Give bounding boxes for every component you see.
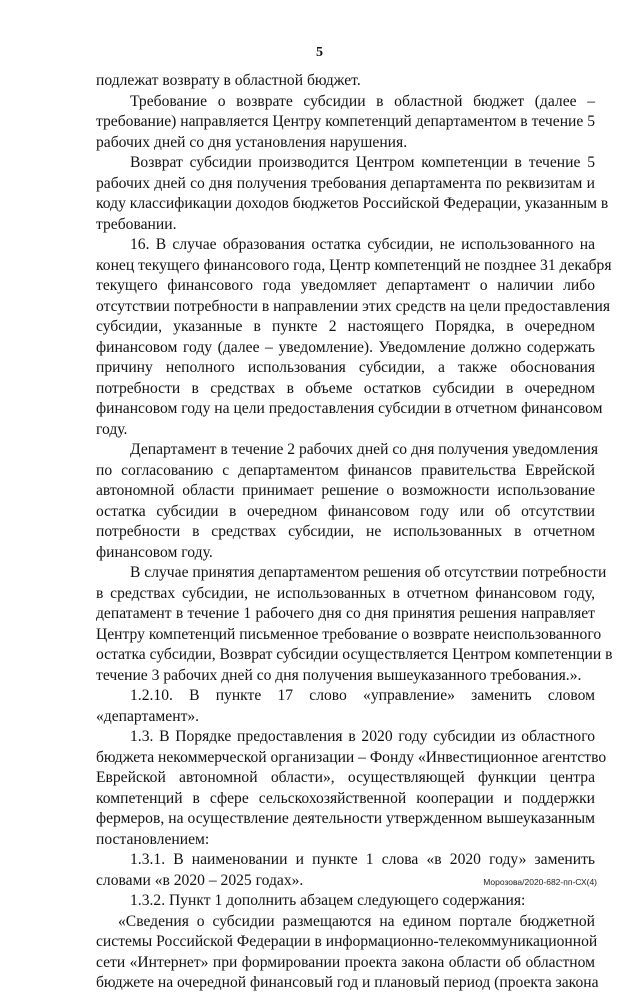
text-line: в средствах субсидии, не использованных в отчетном финансовом году, <box>96 584 595 602</box>
text-line: 1.3.2. Пункт 1 дополнить абзацем следующего содержания: <box>130 892 526 909</box>
text-line: 1.3.1. В наименовании и пункте 1 слова «в 2020 году» заменить <box>130 851 595 868</box>
text-line: компетенций в сфере сельскохозяйственной кооперации и поддержки <box>96 789 595 807</box>
text-line: течение 3 рабочих дней со дня получения вышеуказанного требования.». <box>96 666 582 684</box>
text-line: рабочих дней со дня установления нарушения. <box>96 133 408 151</box>
document-text <box>96 71 613 994</box>
text-line: Департамент в течение 2 рабочих дней со дня получения уведомления <box>130 441 598 458</box>
text-line: В случае принятия департаментом решения об отсутствии потребности <box>130 564 607 581</box>
text-line: 16. В случае образования остатка субсидии, не использованного на <box>130 236 595 253</box>
text-line: остатка субсидии, Возврат субсидии осуществляется Центром компетенции в <box>96 646 613 663</box>
text-line: коду классификации доходов бюджетов Российской Федерации, указанным в <box>96 195 609 212</box>
text-line: Возврат субсидии производится Центром компетенции в течение 5 <box>130 154 595 171</box>
text-line: конец текущего финансового года, Центр компетенций не позднее 31 декабря <box>96 256 612 274</box>
page-number: 5 <box>316 45 323 60</box>
text-line: по согласованию с департаментом финансов правительства Еврейской <box>96 461 595 479</box>
text-line: депатамент в течение 1 рабочего дня со дня принятия решения направляет <box>96 605 595 622</box>
text-line: Еврейской автономной области», осуществляющей функции центра <box>96 769 595 786</box>
text-line: бюджете на очередной финансовый год и плановый период (проекта закона <box>96 974 599 991</box>
text-line: требование) направляется Центру компетенций департаментом в течение 5 <box>96 113 595 130</box>
text-line: рабочих дней со дня получения требования департамента по реквизитам и <box>96 174 595 192</box>
text-line: потребности в средствах в объеме остатков субсидии в очередном <box>96 379 595 397</box>
text-line: отсутствии потребности в направлении этих средств на цели предоставления <box>96 297 610 315</box>
text-line: требовании. <box>96 215 177 233</box>
text-line: фермеров, на осуществление деятельности утвержденном вышеуказанным <box>96 810 595 827</box>
text-line: постановлением: <box>96 830 210 848</box>
text-line: системы Российской Федерации в информационно-телекоммуникационной <box>96 933 598 950</box>
text-line: потребности в средствах субсидии, не использованных в отчетном <box>96 523 595 540</box>
text-line: финансовом году на цели предоставления субсидии в отчетном финансовом <box>96 400 603 417</box>
text-line: остатка субсидии в очередном финансовом году или об отсутствии <box>96 502 595 520</box>
text-line: 1.3. В Порядке предоставления в 2020 году субсидии из областного <box>130 728 595 745</box>
text-line: Требование о возврате субсидии в областной бюджет (далее – <box>130 92 595 110</box>
text-line: 1.2.10. В пункте 17 слово «управление» заменить словом <box>130 687 595 704</box>
text-line: бюджета некоммерческой организации – Фонду «Инвестиционное агентство <box>96 748 607 766</box>
text-line: финансовом году (далее – уведомление). Уведомление должно содержать <box>96 338 595 356</box>
text-line: словами «в 2020 – 2025 годах». <box>96 871 304 889</box>
text-line: «департамент». <box>96 707 200 725</box>
text-line: сети «Интернет» при формировании проекта закона области об областном <box>96 953 595 971</box>
text-line: Центру компетенций письменное требование о возврате неиспользованного <box>96 625 602 643</box>
text-line: подлежат возврату в областной бюджет. <box>96 72 361 89</box>
text-line: «Сведения о субсидии размещаются на едином портале бюджетной <box>118 912 595 930</box>
text-line: автономной области принимает решение о возможности использование <box>96 482 595 499</box>
document-reference: Морозова/2020-682-пп-СХ(4) <box>483 877 597 887</box>
text-line: текущего финансового года уведомляет департамент о наличии либо <box>96 277 595 294</box>
text-line: финансовом году. <box>96 543 213 561</box>
text-line: году. <box>96 420 128 438</box>
text-line: субсидии, указанные в пункте 2 настоящего Порядка, в очередном <box>96 318 595 335</box>
text-line: причину неполного использования субсидии, а также обоснования <box>96 359 595 376</box>
